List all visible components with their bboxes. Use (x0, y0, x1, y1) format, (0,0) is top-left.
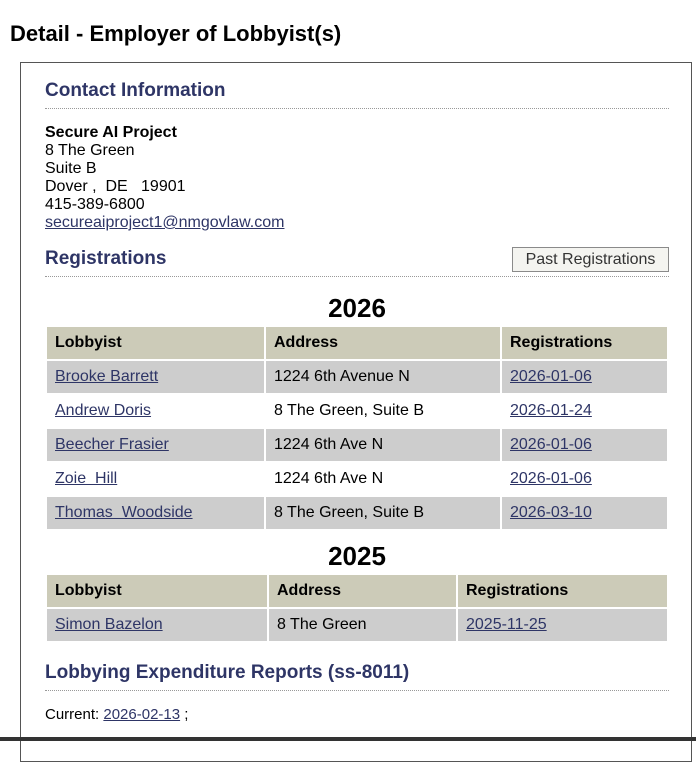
lobbyist-link[interactable]: Simon Bazelon (55, 616, 163, 633)
detail-panel (20, 62, 692, 762)
address-cell: 8 The Green, Suite B (266, 497, 500, 529)
page-title: Detail - Employer of Lobbyist(s) (10, 21, 342, 46)
registration-date-link[interactable]: 2025-11-25 (466, 616, 547, 633)
address-cell: 1224 6th Ave N (266, 429, 500, 461)
column-header-registrations: Registrations (458, 575, 667, 607)
address-line-2: Suite B (45, 160, 97, 177)
column-header-lobbyist: Lobbyist (47, 575, 267, 607)
separator: ; (184, 706, 189, 723)
registration-date-link[interactable]: 2026-01-06 (510, 436, 592, 453)
registrations-heading: Registrations (45, 248, 669, 277)
table-row (47, 429, 667, 461)
address-cell: 8 The Green (269, 609, 456, 641)
column-header-lobbyist: Lobbyist (47, 327, 264, 359)
table-row (47, 497, 667, 529)
contact-information-heading: Contact Information (45, 80, 669, 109)
lobbyist-link[interactable]: Andrew Doris (55, 402, 152, 419)
year-heading-2025: 2025 (328, 541, 386, 571)
current-label: Current: (45, 706, 100, 723)
lobbyist-link[interactable]: Thomas Woodside (55, 504, 193, 521)
registration-date-link[interactable]: 2026-01-06 (510, 470, 592, 487)
phone-number: 415-389-6800 (45, 196, 145, 213)
address-cell: 1224 6th Ave N (266, 463, 500, 495)
table-row (47, 395, 667, 427)
current-report-link[interactable]: 2026-02-13 (103, 706, 181, 723)
expenditure-reports-heading: Lobbying Expenditure Reports (ss-8011) (45, 662, 669, 691)
current-report-line (45, 706, 188, 723)
column-header-address: Address (269, 575, 456, 607)
contact-block (45, 124, 284, 232)
past-registrations-button[interactable]: Past Registrations (512, 247, 669, 272)
lobbyist-link[interactable]: Beecher Frasier (55, 436, 169, 453)
column-header-registrations: Registrations (502, 327, 667, 359)
registration-date-link[interactable]: 2026-01-06 (510, 368, 592, 385)
employer-name: Secure AI Project (45, 124, 177, 141)
registrations-table-2026 (45, 325, 669, 531)
table-row (47, 361, 667, 393)
lobbyist-link[interactable]: Zoie Hill (55, 470, 118, 487)
year-heading-2026: 2026 (328, 293, 386, 323)
registrations-table-2025 (45, 573, 669, 643)
table-row (47, 609, 667, 641)
table-header-row (47, 575, 667, 607)
table-row (47, 463, 667, 495)
address-line-1: 8 The Green (45, 142, 135, 159)
lobbyist-link[interactable]: Brooke Barrett (55, 368, 159, 385)
table-header-row (47, 327, 667, 359)
address-cell: 8 The Green, Suite B (266, 395, 500, 427)
address-cell: 1224 6th Avenue N (266, 361, 500, 393)
registration-date-link[interactable]: 2026-03-10 (510, 504, 592, 521)
column-header-address: Address (266, 327, 500, 359)
email-link[interactable]: secureaiproject1@nmgovlaw.com (45, 214, 285, 231)
window-bottom-edge (0, 737, 696, 741)
city-state-zip: Dover , DE 19901 (45, 178, 186, 195)
registration-date-link[interactable]: 2026-01-24 (510, 402, 592, 419)
